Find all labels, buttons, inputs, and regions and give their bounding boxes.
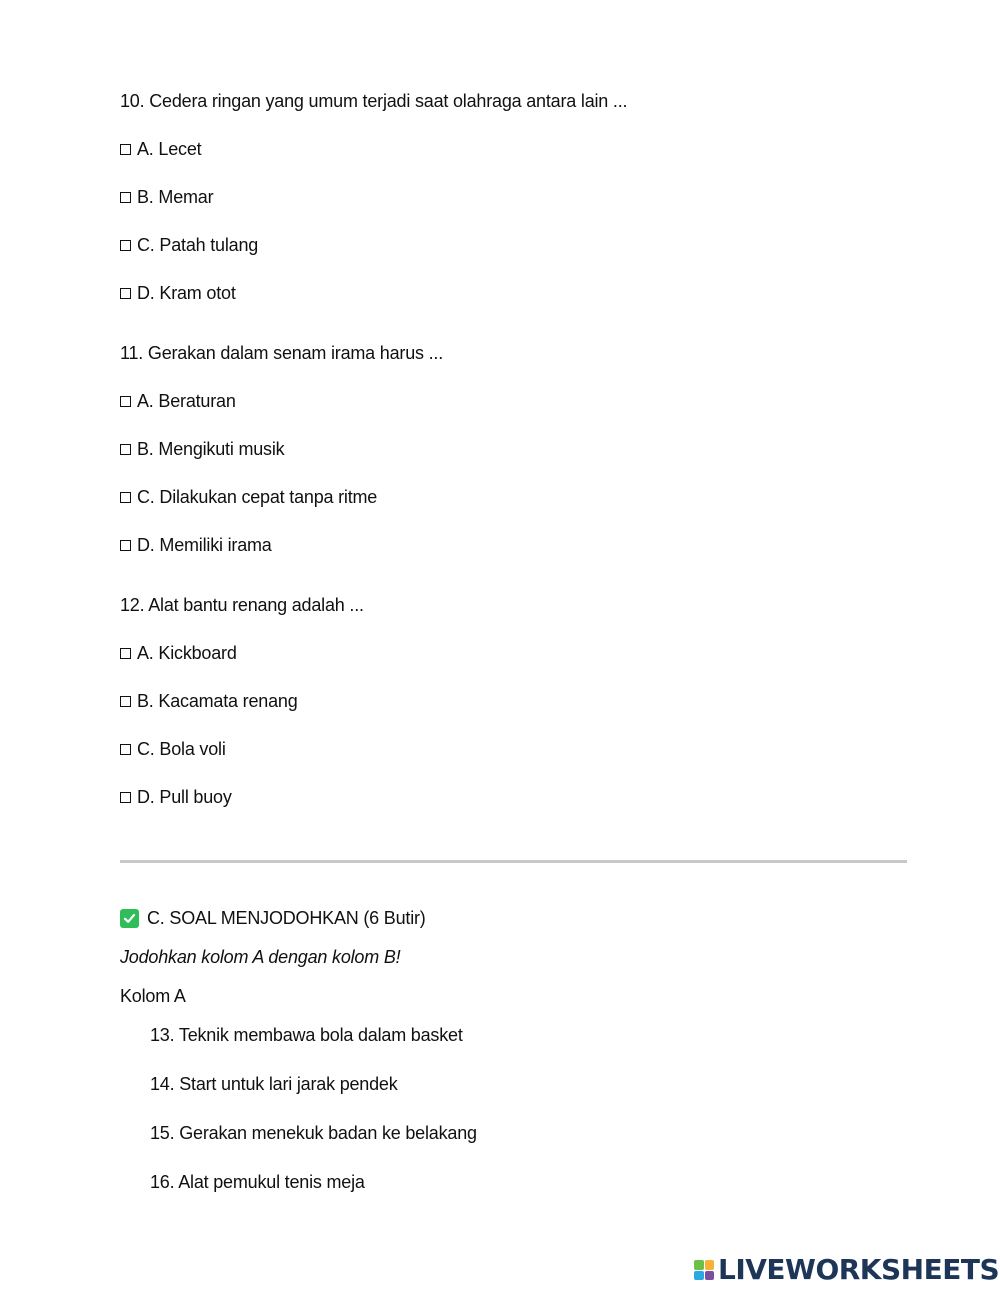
- check-mark-icon: [120, 909, 139, 928]
- section-divider: [120, 860, 907, 863]
- option-label: A. Kickboard: [137, 643, 237, 663]
- question-12-prompt: 12. Alat bantu renang adalah ...: [120, 595, 364, 615]
- question-11-option-a[interactable]: [120, 389, 236, 413]
- question-11-option-b[interactable]: [120, 437, 284, 461]
- checkbox-icon[interactable]: [120, 444, 131, 455]
- checkbox-icon[interactable]: [120, 192, 131, 203]
- question-11-option-c[interactable]: [120, 485, 377, 509]
- question-12-option-c[interactable]: [120, 737, 226, 761]
- match-item-15: 15. Gerakan menekuk badan ke belakang: [150, 1123, 477, 1143]
- liveworksheets-logo: [694, 1253, 1000, 1286]
- option-label: B. Memar: [137, 187, 214, 207]
- option-label: D. Memiliki irama: [137, 535, 272, 555]
- checkbox-icon[interactable]: [120, 396, 131, 407]
- checkbox-icon[interactable]: [120, 744, 131, 755]
- section-c-heading: [120, 906, 426, 930]
- logo-square: [694, 1260, 704, 1270]
- option-label: B. Mengikuti musik: [137, 439, 285, 459]
- option-label: C. Patah tulang: [137, 235, 259, 255]
- question-10-prompt: 10. Cedera ringan yang umum terjadi saat olahraga antara lain ...: [120, 91, 628, 111]
- question-10-option-d[interactable]: [120, 281, 236, 305]
- logo-mark-icon: [694, 1260, 714, 1280]
- logo-text: LIVEWORKSHEETS: [718, 1253, 1000, 1286]
- section-title: C. SOAL MENJODOHKAN (6 Butir): [147, 908, 426, 928]
- checkbox-icon[interactable]: [120, 540, 131, 551]
- checkbox-icon[interactable]: [120, 792, 131, 803]
- question-12-option-a[interactable]: [120, 641, 237, 665]
- match-item-16: 16. Alat pemukul tenis meja: [150, 1172, 365, 1192]
- question-12-option-b[interactable]: [120, 689, 298, 713]
- match-item-14: 14. Start untuk lari jarak pendek: [150, 1074, 398, 1094]
- checkbox-icon[interactable]: [120, 240, 131, 251]
- question-12-option-d[interactable]: [120, 785, 232, 809]
- logo-square: [694, 1271, 704, 1281]
- option-label: D. Pull buoy: [137, 787, 232, 807]
- question-10-option-c[interactable]: [120, 233, 258, 257]
- question-11-prompt: 11. Gerakan dalam senam irama harus ...: [120, 343, 444, 363]
- section-instruction: Jodohkan kolom A dengan kolom B!: [120, 947, 401, 967]
- option-label: D. Kram otot: [137, 283, 236, 303]
- option-label: B. Kacamata renang: [137, 691, 298, 711]
- checkbox-icon[interactable]: [120, 696, 131, 707]
- question-11-option-d[interactable]: [120, 533, 272, 557]
- logo-square: [705, 1260, 715, 1270]
- question-10-option-a[interactable]: [120, 137, 201, 161]
- option-label: C. Dilakukan cepat tanpa ritme: [137, 487, 378, 507]
- logo-square: [705, 1271, 715, 1281]
- checkbox-icon[interactable]: [120, 648, 131, 659]
- checkbox-icon[interactable]: [120, 144, 131, 155]
- question-10-option-b[interactable]: [120, 185, 213, 209]
- checkbox-icon[interactable]: [120, 288, 131, 299]
- option-label: A. Lecet: [137, 139, 202, 159]
- option-label: C. Bola voli: [137, 739, 226, 759]
- match-item-13: 13. Teknik membawa bola dalam basket: [150, 1025, 463, 1045]
- checkbox-icon[interactable]: [120, 492, 131, 503]
- option-label: A. Beraturan: [137, 391, 236, 411]
- column-a-label: Kolom A: [120, 986, 186, 1006]
